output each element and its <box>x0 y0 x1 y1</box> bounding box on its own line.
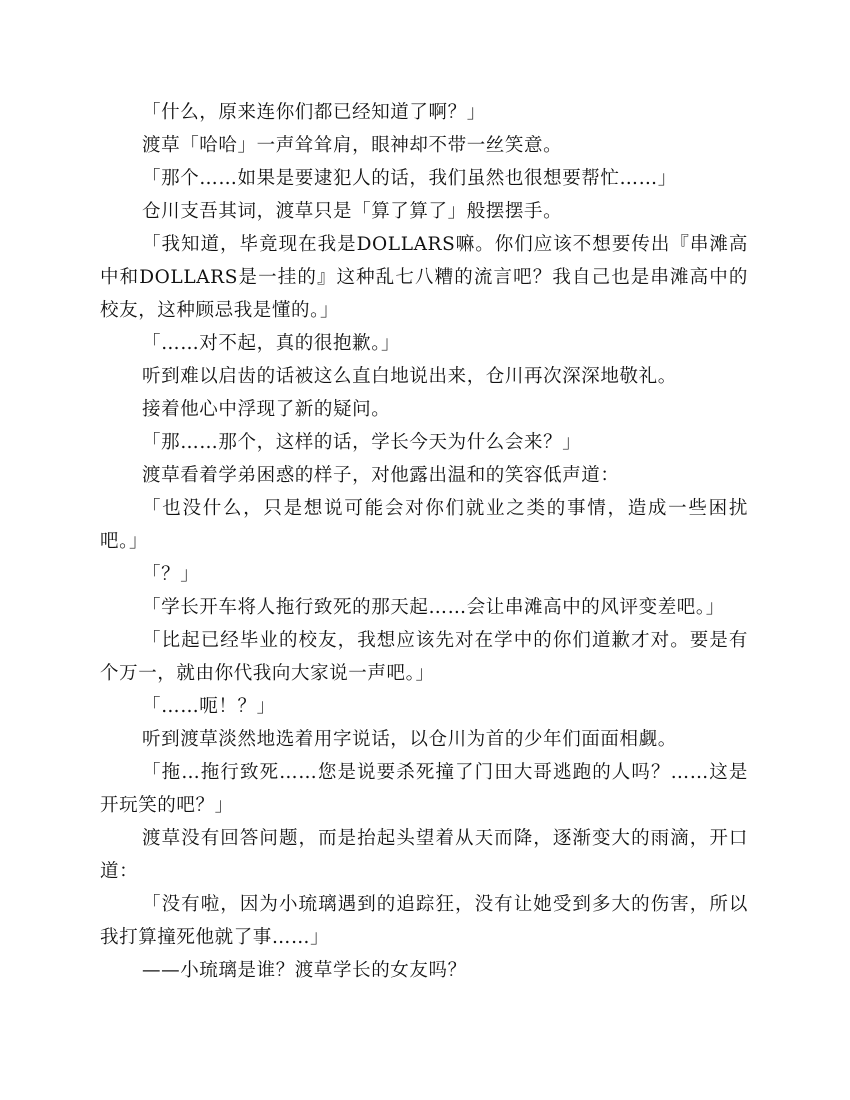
paragraph: 「？」 <box>142 564 200 585</box>
paragraph: 听到难以启齿的话被这么直白地说出来，仓川再次深深地敬礼。 <box>142 366 677 387</box>
paragraph: 仓川支吾其词，渡草只是「算了算了」般摆摆手。 <box>142 201 563 222</box>
paragraph: 渡草「哈哈」一声耸耸肩，眼神却不带一丝笑意。 <box>142 135 563 156</box>
novel-page <box>100 96 748 987</box>
paragraph: 「拖…拖行致死……您是说要杀死撞了门田大哥逃跑的人吗？……这是开玩笑的吧？」 <box>100 762 748 816</box>
paragraph: 渡草没有回答问题，而是抬起头望着从天而降，逐渐变大的雨滴，开口道： <box>100 828 748 882</box>
paragraph: 「什么，原来连你们都已经知道了啊？」 <box>142 102 486 123</box>
paragraph: 「……对不起，真的很抱歉。」 <box>142 333 401 354</box>
paragraph: 「比起已经毕业的校友，我想应该先对在学中的你们道歉才对。要是有个万一，就由你代我向大家说一声吧。」 <box>100 630 748 684</box>
paragraph: 「那个……如果是要逮犯人的话，我们虽然也很想要帮忙……」 <box>142 168 677 189</box>
paragraph: 「没有啦，因为小琉璃遇到的追踪狂，没有让她受到多大的伤害，所以我打算撞死他就了事……」 <box>100 894 748 948</box>
paragraph: 听到渡草淡然地选着用字说话，以仓川为首的少年们面面相觑。 <box>142 729 677 750</box>
paragraph: ——小琉璃是谁？渡草学长的女友吗？ <box>142 960 467 981</box>
paragraph: 渡草看着学弟困惑的样子，对他露出温和的笑容低声道： <box>142 465 620 486</box>
paragraph: 接着他心中浮现了新的疑问。 <box>142 399 391 420</box>
paragraph: 「……呃！？」 <box>142 696 276 717</box>
paragraph: 「学长开车将人拖行致死的那天起……会让串滩高中的风评变差吧。」 <box>142 597 725 618</box>
paragraph: 「也没什么，只是想说可能会对你们就业之类的事情，造成一些困扰吧。」 <box>100 498 748 552</box>
paragraph: 「那……那个，这样的话，学长今天为什么会来？」 <box>142 432 582 453</box>
paragraph: 「我知道，毕竟现在我是DOLLARS嘛。你们应该不想要传出『串滩高中和DOLLARS是一挂的』这种乱七八糟的流言吧？我自己也是串滩高中的校友，这种顾忌我是懂的。」 <box>100 234 748 321</box>
